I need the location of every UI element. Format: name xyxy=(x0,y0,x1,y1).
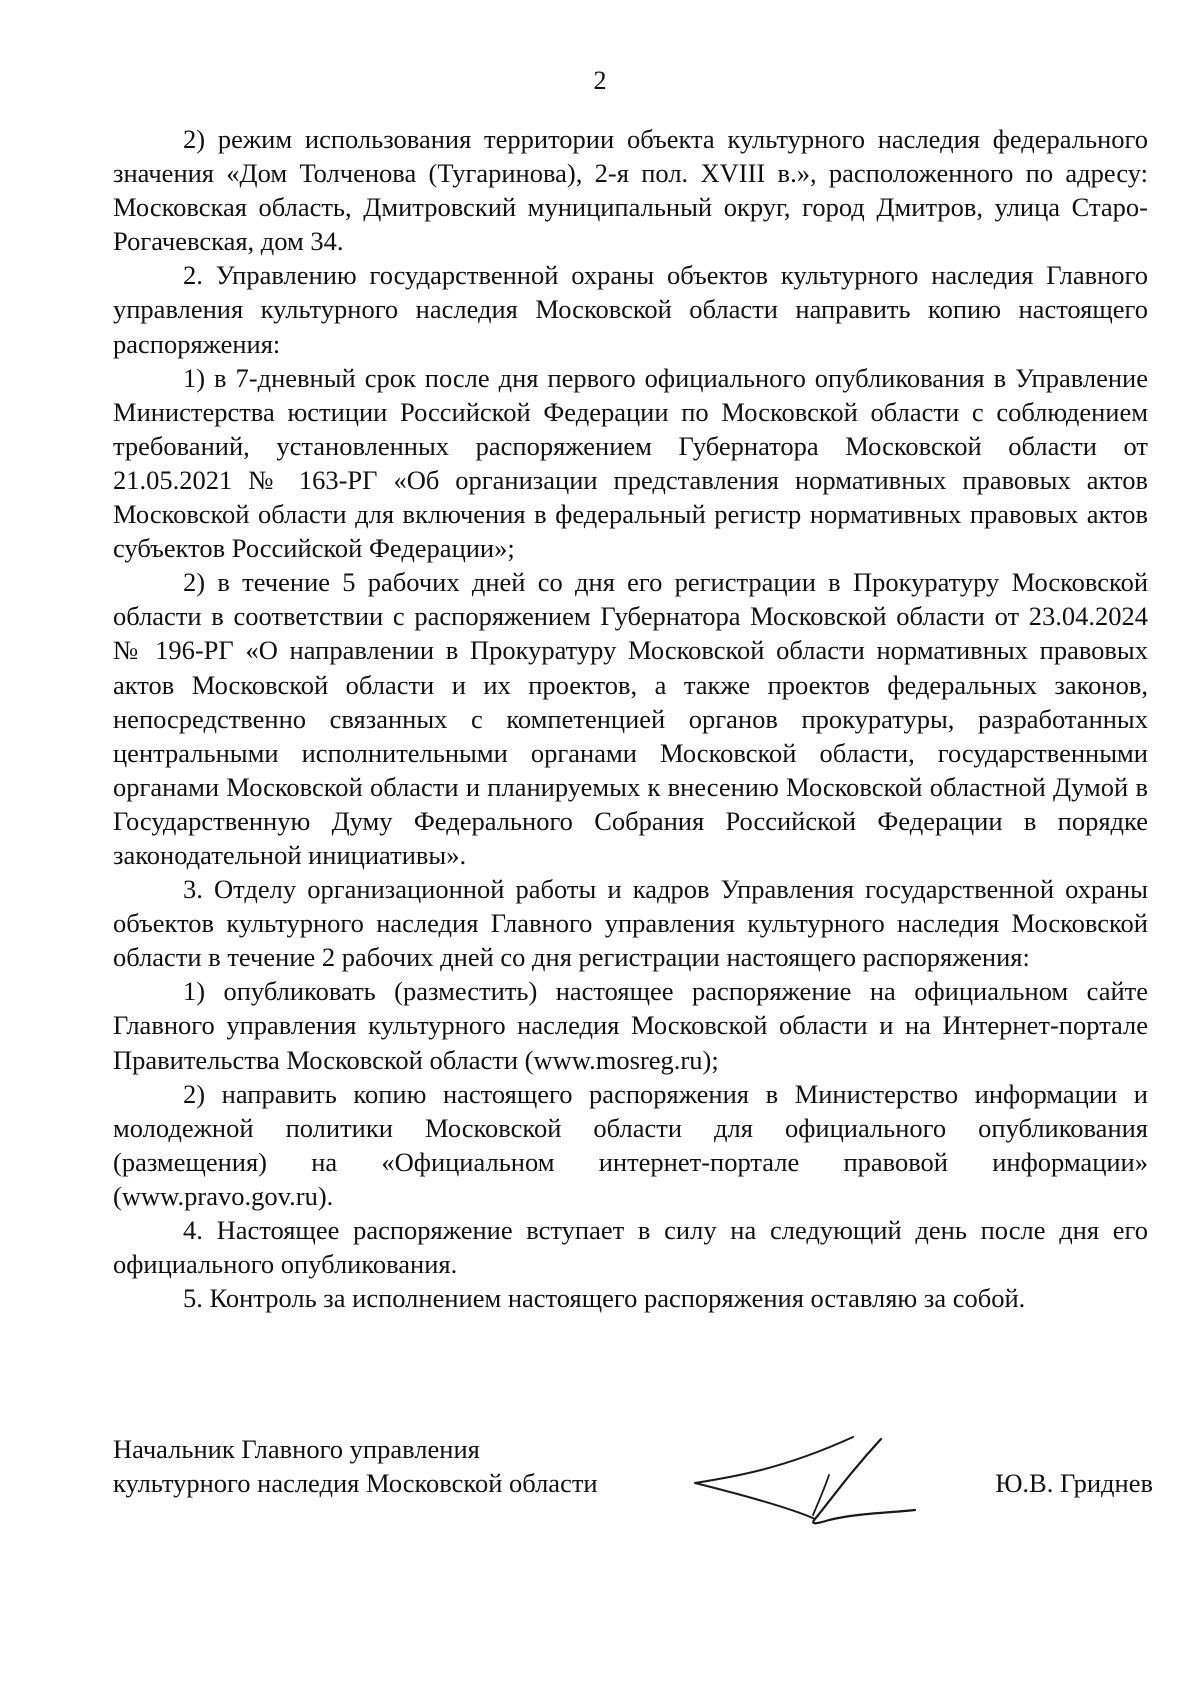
document-body xyxy=(113,122,1148,1315)
signatory-title-line-1: Начальник Главного управления xyxy=(113,1434,480,1464)
page-number: 2 xyxy=(593,66,607,95)
paragraph-3-department: 3. Отделу организационной работы и кадров Управления государственной охраны объектов культурного наследия Главного управления культурного наследия Московской области в течение 2 рабочих дней со дня регистрации настоящего распоряжения: xyxy=(113,874,1148,973)
signatory-title-line-2: культурного наследия Московской области xyxy=(113,1468,598,1498)
paragraph-1-2-regime: 2) режим использования территории объекта культурного наследия федерального значения «Дом Толченова (Тугаринова), 2-я пол. XVIII в.», расположенного по адресу: Московская область, Дмитровский муниципальный округ, город Дмитров, улица Старо-Рогачевская, дом 34. xyxy=(113,124,1148,257)
signature-block xyxy=(113,1432,1153,1542)
paragraph-3-1-publish: 1) опубликовать (разместить) настоящее распоряжение на официальном сайте Главного управления культурного наследия Московской области и на Интернет-портале Правительства Московской области (www.mosreg.ru); xyxy=(113,976,1148,1075)
paragraph-5-control: 5. Контроль за исполнением настоящего распоряжения оставляю за собой. xyxy=(183,1283,1026,1314)
paragraph-2-directorate: 2. Управлению государственной охраны объектов культурного наследия Главного управления культурного наследия Московской области направить копию настоящего распоряжения: xyxy=(113,260,1148,359)
paragraph-4-effective: 4. Настоящее распоряжение вступает в силу на следующий день после дня его официального опубликования. xyxy=(113,1215,1148,1280)
paragraph-3-2-send-copy: 2) направить копию настоящего распоряжения в Министерство информации и молодежной политики Московской области для официального опубликования (размещения) на «Официальном интернет-портале правовой информации» (www.pravo.gov.ru). xyxy=(113,1078,1148,1211)
signatory-title xyxy=(113,1432,598,1500)
paragraph-2-2-prosecutor: 2) в течение 5 рабочих дней со дня его регистрации в Прокуратуру Московской области в соответствии с распоряжением Губернатора Московской области от 23.04.2024 № 196-РГ «О направлении в Прокуратуру Московской области нормативных правовых актов Московской области и их проектов, а также проектов федеральных законов, непосредственно связанных с компетенцией органов прокуратуры, разработанных центральными исполнительными органами Московской области, государственными органами Московской области и планируемых к внесению Московской областной Думой в Государственную Думу Федерального Собрания Российской Федерации в порядке законодательной инициативы». xyxy=(113,567,1148,870)
signatory-name: Ю.В. Гриднев xyxy=(995,1468,1153,1498)
handwritten-signature xyxy=(643,1427,983,1537)
paragraph-2-1-justice: 1) в 7-дневный срок после дня первого официального опубликования в Управление Министерства юстиции Российской Федерации по Московской области с соблюдением требований, установленных распоряжением Губернатора Московской области от 21.05.2021 № 163-РГ «Об организации представления нормативных правовых актов Московской области для включения в федеральный регистр нормативных правовых актов субъектов Российской Федерации»; xyxy=(113,362,1148,564)
